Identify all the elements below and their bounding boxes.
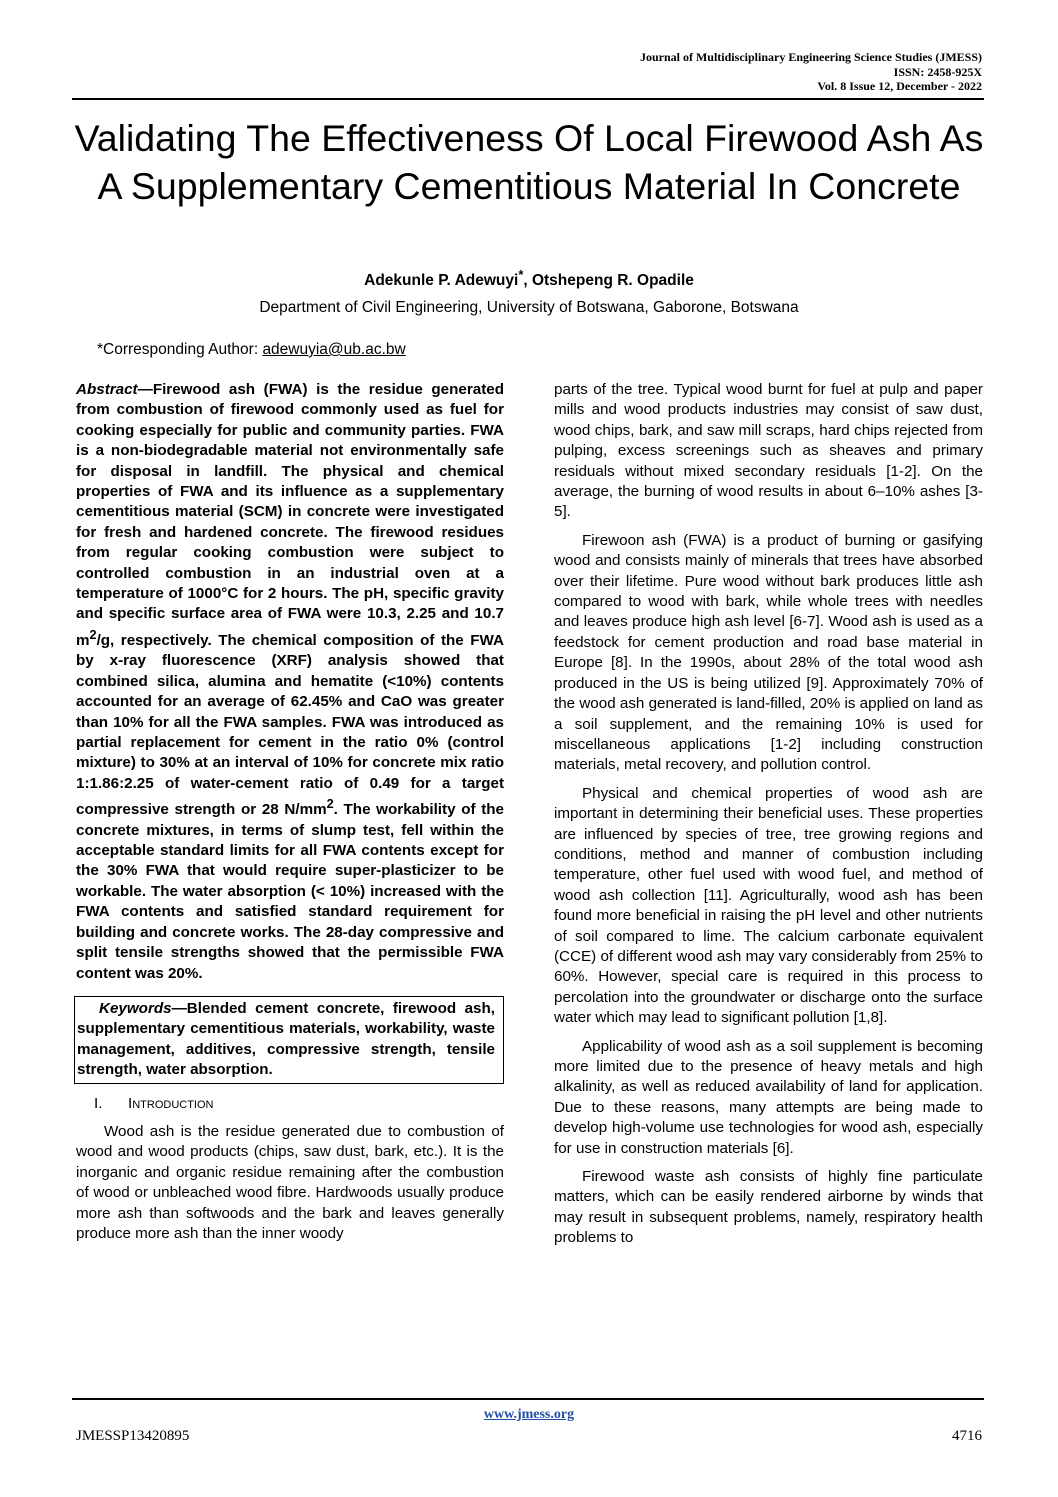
abstract-text-2: /g, respectively. The chemical composition of the FWA by x-ray fluorescence (XRF) analysis showed that combined silica, alumina and hematite (<10%) contents accounted for an average of 62.45% and CaO was greater than 10% for all the FWA samples. FWA was introduced as partial replacement for cement in the ratio 0% (control mixture) to 30% at an interval of 10% for concrete mix ratio 1:1.86:2.25 of water-cement ratio of 0.49 for a target compressive strength or 28 N/mm [76,631,504,819]
right-column [554,380,983,1249]
right-paragraph-2: Firewoon ash (FWA) is a product of burning or gasifying wood and consists mainly of minerals that trees have absorbed over their lifetime. Pure wood without bark produces little ash compared to wood with bark, while whole trees with needles and leaves produce high ash level [6-7]. Wood ash is used as a feedstock for cement production and road base material in Europe [8]. In the 1990s, about 28% of the total wood ash produced in the US is being utilized [9]. Approximately 70% of the wood ash generated is land-filled, 20% is applied on land as a soil supplement, and the remaining 10% is used for miscellaneous applications [1-2] including construction materials, metal recovery, and pollution control. [554,531,983,774]
corresponding-label: *Corresponding Author: [97,341,263,358]
abstract-sup-1: 2 [89,627,97,642]
journal-name: Journal of Multidisciplinary Engineering Science Studies (JMESS) [639,50,982,64]
paper-id: JMESSP13420895 [76,1428,190,1444]
header-rule [72,98,984,100]
right-paragraph-1: parts of the tree. Typical wood burnt for fuel at pulp and paper mills and wood products industries may consist of saw dust, wood chips, bark, and saw mill scraps, hard chips rejected from pulping, excess screenings such as sheaves and primary residuals without mixed secondary residuals [1-2]. On the average, the burning of wood results in about 6–10% ashes [3-5]. [554,381,983,521]
section-heading-introduction [76,1094,504,1114]
author-secondary: , Otshepeng R. Opadile [523,272,694,290]
keywords-label: Keywords [99,999,172,1017]
corresponding-email-link[interactable]: adewuyia@ub.ac.bw [262,341,406,358]
corresponding-author [97,341,406,359]
author-list [0,267,1058,290]
affiliation: Department of Civil Engineering, University of Botswana, Gaborone, Botswana [259,299,799,316]
intro-paragraph-1: Wood ash is the residue generated due to combustion of wood and wood products (chips, saw dust, bark, etc.). It is the inorganic and organic residue remaining after the combustion of wood or unbleached wood fibre. Hardwoods usually produce more ash than softwoods and the bark and leaves generally produce more ash than the inner woody [76,1122,504,1242]
journal-volume: Vol. 8 Issue 12, December - 2022 [817,79,982,93]
right-paragraph-5: Firewood waste ash consists of highly fine particulate matters, which can be easily rendered airborne by winds that may result in subsequent problems, namely, respiratory health problems to [554,1168,983,1247]
keywords-text: Blended cement concrete, firewood ash, supplementary cementitious materials, workability, waste management, additives, compressive strength, tensile strength, water absorption. [77,999,495,1079]
keywords-box [74,996,504,1084]
author-primary: Adekunle P. Adewuyi [364,272,519,290]
paper-title: Validating The Effectiveness Of Local Firewood Ash As A Supplementary Cementitious Material In Concrete [74,117,984,207]
right-paragraph-4: Applicability of wood ash as a soil supplement is becoming more limited due to the presence of heavy metals and high alkalinity, as well as reduced availability of land for application. Due to these reasons, many attempts are being made to develop high-volume use technologies for wood ash, especially for use in construction materials [6]. [554,1037,983,1157]
abstract [76,380,504,984]
abstract-sup-2: 2 [326,797,334,812]
abstract-text-1: Firewood ash (FWA) is the residue generated from combustion of firewood commonly used as fuel for cooking especially for public and community parties. FWA is a non-biodegradable material not environmentally safe for disposal in landfill. The physical and chemical properties of FWA and its influence as a supplementary cementitious material (SCM) in concrete were investigated for fresh and hardened concrete. The firewood residues from regular cooking combustion were subject to controlled combustion in an industrial oven at a temperature of 1000°C for 2 hours. The pH, specific gravity and specific surface area of FWA were 10.3, 2.25 and 10.7 m [76,381,504,649]
abstract-label: Abstract [76,381,138,398]
right-paragraph-3: Physical and chemical properties of wood ash are important in determining their beneficial uses. These properties are influenced by species of tree, tree growing regions and conditions, method and manner of combustion including temperature, other fuel used with wood fuel, and method of wood ash collection [11]. Agriculturally, wood ash has been found more beneficial in raising the pH level and other nutrients of soil compared to lime. The calcium carbonate equivalent (CCE) of different wood ash may vary considerably from 25% to 60%. However, special care is required in this process to percolation into the groundwater or discharge onto the surface water which may lead to significant pollution [1,8]. [554,784,983,1027]
abstract-dash: — [137,381,153,398]
keywords-dash: — [171,999,187,1017]
section-number: I. [94,1094,103,1112]
abstract-text-3: . The workability of the concrete mixtures, in terms of slump test, fell within the acceptable standard limits for all FWA contents except for the 30% FWA that would require super-plasticizer to be workable. The water absorption (< 10%) increased with the FWA contents and satisfied standard requirement for building and concrete works. The 28-day compressive and split tensile strengths showed that the permissible FWA content was 20%. [76,801,504,982]
author-mark: * [518,267,524,282]
footer-url [0,1407,1058,1423]
left-column [76,380,504,1244]
section-title: Introduction [128,1094,214,1112]
journal-header [640,50,982,94]
footer-rule [72,1398,984,1400]
page-number: 4716 [952,1428,982,1444]
journal-issn: ISSN: 2458-925X [893,64,982,79]
journal-website-link[interactable]: www.jmess.org [483,1407,575,1422]
keywords [77,999,495,1081]
